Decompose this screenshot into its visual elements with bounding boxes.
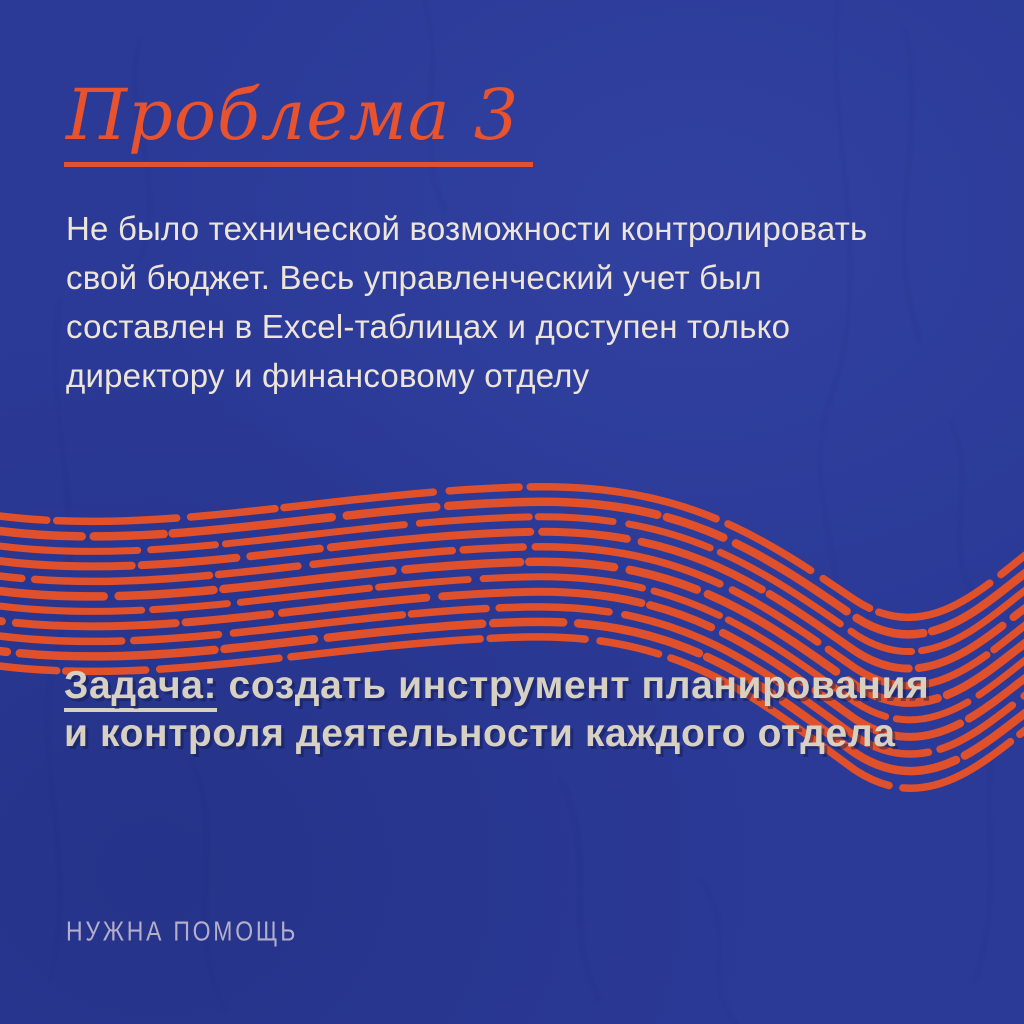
logo-nuzhna-pomoshch: НУЖНА ПОМОЩЬ [66,916,299,948]
task-statement [64,662,984,758]
description-line: Не было технической возможности контролировать [66,210,868,247]
wavy-ribbon-graphic [0,460,1024,840]
description-line: свой бюджет. Весь управленческий учет был [66,259,762,296]
description-line: директору и финансовому отделу [66,357,590,394]
task-label: Задача: [64,664,217,712]
page-title: Проблема 3 [64,74,533,167]
task-text: создать инструмент планирования [217,664,930,707]
problem-description [66,204,966,400]
description-line: составлен в Excel-таблицах и доступен только [66,308,791,345]
task-line [64,662,984,710]
task-line: и контроля деятельности каждого отдела [64,712,896,755]
